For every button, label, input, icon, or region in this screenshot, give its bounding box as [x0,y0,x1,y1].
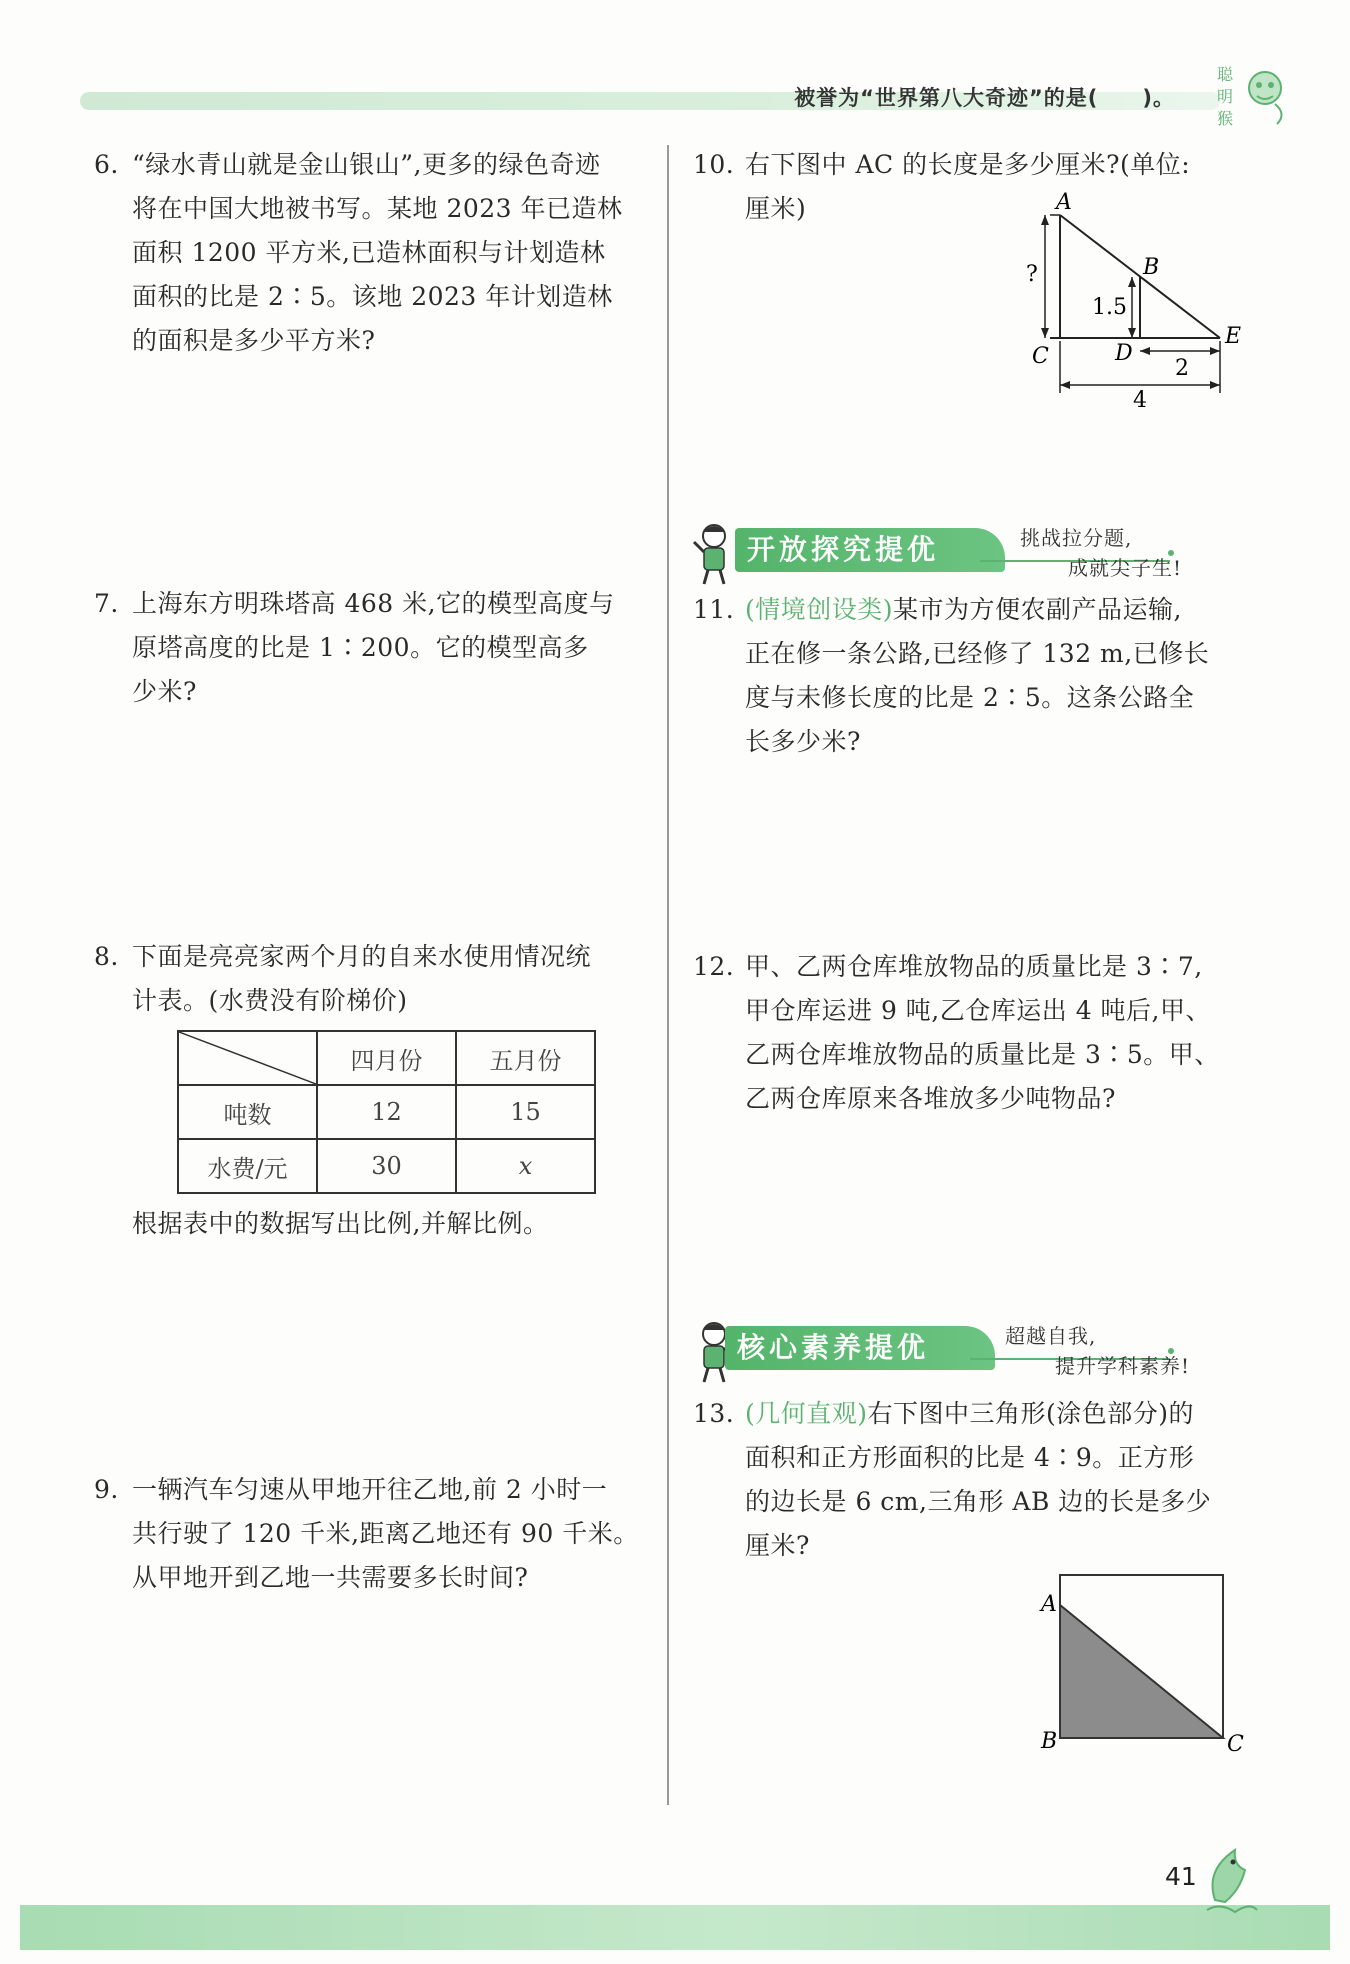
question-8-instruction: 根据表中的数据写出比例,并解比例。 [132,1209,549,1238]
question-tag: (几何直观) [745,1399,868,1428]
label-C: C [1227,1732,1244,1757]
section-subtitle: 超越自我, [1005,1324,1097,1348]
question-8 [94,935,592,1023]
label-B: B [1143,255,1160,280]
question-line: 原塔高度的比是 1∶200。它的模型高多 [132,633,589,662]
question-line: 一辆汽车匀速从甲地开往乙地,前 2 小时一 [132,1475,608,1504]
table-cell: 30 [317,1139,456,1193]
question-number: 13. [693,1399,735,1428]
question-line: 度与未修长度的比是 2∶5。这条公路全 [745,683,1195,712]
question-line: 面积的比是 2∶5。该地 2023 年计划造林 [132,282,613,311]
question-line: 某市为方便农副产品运输, [893,595,1182,624]
question-9 [94,1468,639,1600]
question-line: “绿水青山就是金山银山”,更多的绿色奇迹 [132,150,601,179]
question-line: 甲仓库运进 9 吨,乙仓库运出 4 吨后,甲、 [745,996,1211,1025]
label-de-length: 2 [1175,356,1189,381]
question-number: 12. [693,952,735,981]
section-banner-core [690,1318,1250,1390]
header-prompt: 被誉为“世界第八大奇迹”的是( )。 [794,86,1175,110]
student-mascot-icon [690,520,738,586]
question-line: 计表。(水费没有阶梯价) [132,986,408,1015]
table-header-may: 五月份 [456,1031,595,1085]
question-6 [94,143,623,363]
section-banner-open [690,520,1250,592]
section-title: 核心素养提优 [725,1326,995,1370]
question-11 [693,588,1210,764]
table-row-label: 水费/元 [178,1139,317,1193]
label-C: C [1032,344,1049,369]
label-D: D [1115,341,1133,366]
dolphin-icon [1195,1840,1265,1924]
label-unknown: ? [1026,262,1038,287]
q10-figure [1010,185,1250,414]
footer-band [20,1905,1330,1950]
question-line: 乙两仓库原来各堆放多少吨物品? [745,1084,1116,1113]
question-line: 乙两仓库堆放物品的质量比是 3∶5。甲、 [745,1040,1220,1069]
question-line: 的面积是多少平方米? [132,326,376,355]
table-row-label: 吨数 [178,1085,317,1139]
label-ce-length: 4 [1133,388,1147,410]
question-number: 11. [693,595,735,624]
question-line: 将在中国大地被书写。某地 2023 年已造林 [132,194,623,223]
label-A: A [1041,1592,1057,1617]
question-tag: (情境创设类) [745,595,894,624]
water-usage-table [177,1030,596,1194]
question-number: 9. [94,1475,119,1504]
question-line: 下面是亮亮家两个月的自来水使用情况统 [132,942,592,971]
svg-text:聪: 聪 [1217,65,1234,84]
table-cell: x [456,1139,595,1193]
question-line: 厘米? [745,1531,810,1560]
question-number: 6. [94,150,119,179]
question-line: 正在修一条公路,已经修了 132 m,已修长 [745,639,1210,668]
question-line: 面积和正方形面积的比是 4∶9。正方形 [745,1443,1195,1472]
question-line: 甲、乙两仓库堆放物品的质量比是 3∶7, [745,952,1203,981]
question-line: 从甲地开到乙地一共需要多长时间? [132,1563,529,1592]
question-line: 右下图中 AC 的长度是多少厘米?(单位: [745,150,1191,179]
question-line: 长多少米? [745,727,861,756]
question-line: 少米? [132,677,197,706]
label-B: B [1041,1729,1058,1754]
section-title: 开放探究提优 [735,528,1005,572]
table-cell: 15 [456,1085,595,1139]
table-cell: 12 [317,1085,456,1139]
question-7 [94,582,615,714]
question-line: 厘米) [745,194,807,223]
section-subtitle: 挑战拉分题, [1020,526,1133,550]
svg-text:猴: 猴 [1217,109,1234,128]
svg-text:明: 明 [1217,87,1234,106]
page-number: 41 [1165,1862,1197,1891]
question-number: 8. [94,942,119,971]
question-line: 面积 1200 平方米,已造林面积与计划造林 [132,238,606,267]
label-bd-length: 1.5 [1092,295,1127,320]
q13-figure [1035,1565,1255,1769]
question-line: 右下图中三角形(涂色部分)的 [867,1399,1195,1428]
table-corner-cell [178,1031,317,1085]
question-13 [693,1392,1212,1568]
section-subtitle: 成就尖子生! [1068,556,1183,580]
label-A: A [1056,190,1072,215]
question-number: 7. [94,589,119,618]
question-number: 10. [693,150,735,179]
column-divider [667,145,669,1805]
table-header-april: 四月份 [317,1031,456,1085]
question-line: 上海东方明珠塔高 468 米,它的模型高度与 [132,589,615,618]
monkey-logo-icon [1215,58,1290,128]
question-12 [693,945,1220,1121]
label-E: E [1225,324,1242,349]
section-subtitle: 提升学科素养! [1055,1354,1191,1378]
question-line: 共行驶了 120 千米,距离乙地还有 90 千米。 [132,1519,639,1548]
question-line: 的边长是 6 cm,三角形 AB 边的长是多少 [745,1487,1212,1516]
